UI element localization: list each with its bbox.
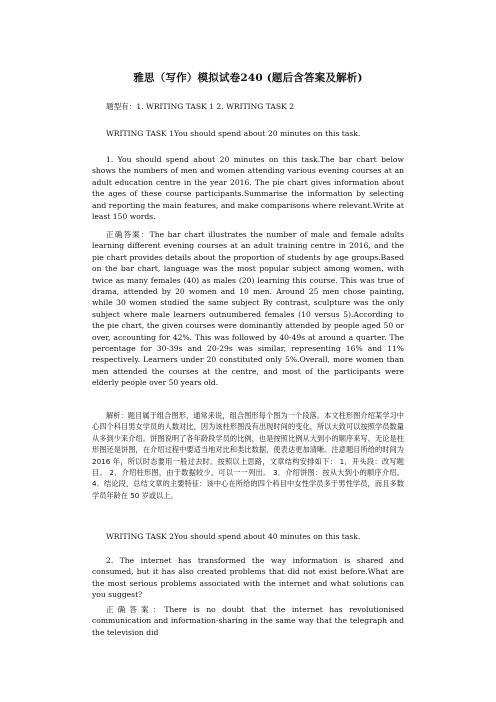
question-types	[92, 101, 404, 112]
explanation-1	[92, 410, 404, 501]
document-title: 雅思（写作）模拟试卷240 (题后含答案及解析)	[133, 72, 363, 84]
task1-instruction-text: WRITING TASK 1You should spend about 20 minutes on this task.	[106, 129, 361, 138]
task2-instruction	[92, 531, 404, 542]
explanation-1-text: 解析：题目属于组合图形，通常来说，组合图形每个图为一个段落。本文柱形图介绍某学习中心四个科目男女学员的人数对比，因为该柱形图没有出现时间的变化，所以大致可以按照学员数量从多到少来介绍。饼图说明了各年龄段学员的比例，也是按照比例从大到小的顺序来写。无论是柱形图还是饼图，在介绍过程中要适当地对比和类比数据，使表达更加清晰。注意题目所给的时间为 2016 年，所以时态要用一般过去时。按照以上思路，文章结构安排如下： 1．开头段：改写题目。 2．介绍柱形图，由于数据较少，可以一一列出。 3．介绍饼图：按从大到小的顺序介绍。 4．结论段，总结文章的主要特征：该中心在所给的四个科目中女性学员多于男性学员，而且多数学员年龄在 50 岁或以上。	[92, 411, 404, 500]
answer-2-text: 正确答案：There is no doubt that the internet has revolutionised communication and information-sharing in the same way that the telegraph and the television did	[92, 605, 404, 637]
question-1-text: 1. You should spend about 20 minutes on this task.The bar chart below shows the numbers of men and women attending various evening courses at an adult education centre in the year 2016. The pie chart gives information about the ages of these course participants.Summarise the information by selecting and reporting the main features, and make comparisons where relevant.Write at least 150 words.	[92, 155, 404, 222]
answer-1	[92, 229, 404, 389]
task1-instruction	[92, 128, 404, 139]
answer-1-text: 正确答案：The bar chart illustrates the number of male and female adults learning different evening courses at an adult training centre in 2016, and the pie chart provides details about the proportion of students by age groups.Based on the bar chart, language was the most popular subject among women, with twice as many females (40) as males (20) learning this course. This was true of drama, attended by 20 women and 10 men. Around 25 men chose painting, while 30 women studied the same subject By contrast, sculpture was the only subject where male learners outnumbered females (10 versus 5).According to the pie chart, the given courses were dominantly attended by people aged 50 or over, accounting for 42%. This was followed by 40-49s at around a quarter. The percentage for 30-39s and 20-29s was similar, representing 16% and 11% respectively. Learners under 20 constituted only 5%.Overall, more women than men attended the courses at the centre, and most of the participants were elderly people over 50 years old.	[92, 230, 404, 388]
question-types-text: 题型有：1. WRITING TASK 1 2. WRITING TASK 2	[106, 102, 295, 111]
question-1	[92, 154, 404, 222]
question-2-text: 2. The internet has transformed the way information is shared and consumed, but it has also created problems that did not exist before.What are the most serious problems associated with the internet and what solutions can you suggest?	[92, 556, 404, 600]
task2-instruction-text: WRITING TASK 2You should spend about 40 minutes on this task.	[106, 532, 361, 541]
answer-2	[92, 604, 404, 638]
question-2	[92, 555, 404, 601]
